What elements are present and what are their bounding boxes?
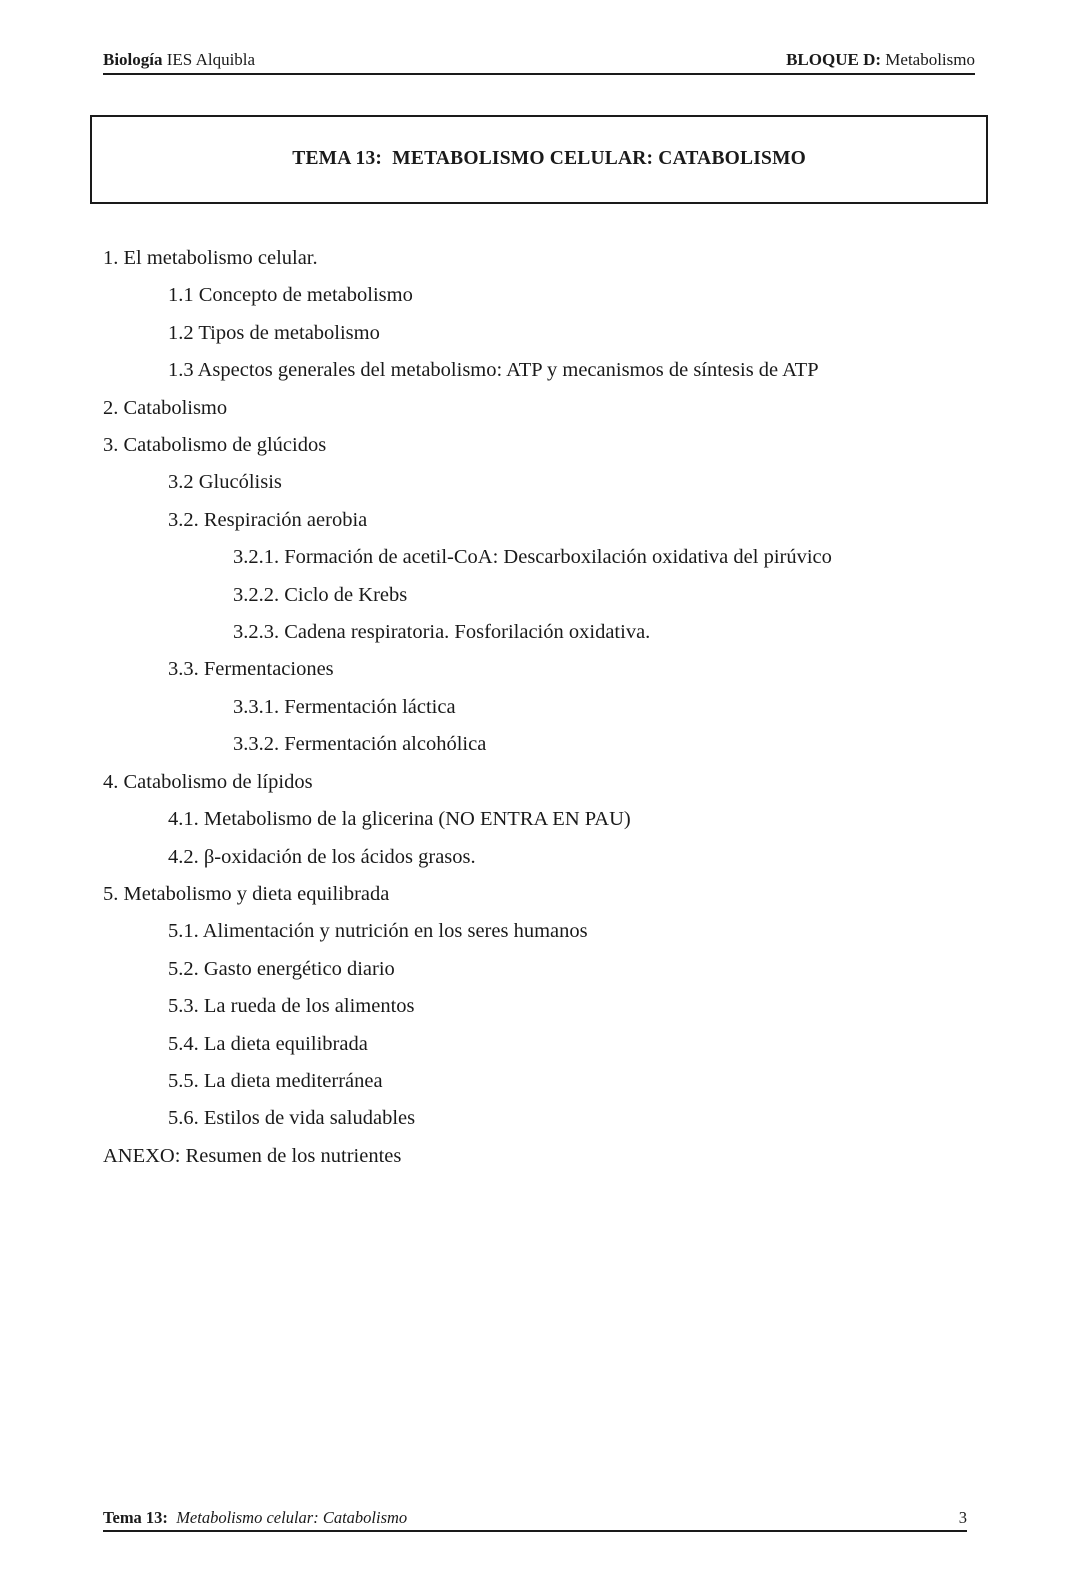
page-header: [103, 50, 975, 75]
toc-item: 5.6. Estilos de vida saludables: [168, 1107, 416, 1130]
header-right-block: BLOQUE D:: [786, 50, 882, 69]
toc-item: 4.2. β-oxidación de los ácidos grasos.: [168, 845, 476, 868]
page-title: TEMA 13: METABOLISMO CELULAR: CATABOLISMO: [292, 148, 807, 169]
toc-item: 5.3. La rueda de los alimentos: [168, 995, 415, 1018]
title-box: [90, 115, 988, 204]
footer-tema-title: Metabolismo celular: Catabolismo: [167, 1508, 408, 1527]
header-right: [786, 50, 975, 69]
toc-item: 5. Metabolismo y dieta equilibrada: [103, 882, 390, 905]
toc-item: 1.1 Concepto de metabolismo: [168, 284, 413, 307]
toc-item: 5.4. La dieta equilibrada: [168, 1032, 368, 1055]
header-left-school: IES Alquibla: [162, 50, 256, 69]
toc-item: 3. Catabolismo de glúcidos: [103, 434, 327, 457]
toc-item: 5.1. Alimentación y nutrición en los seres humanos: [168, 920, 588, 943]
toc-item: 4. Catabolismo de lípidos: [103, 770, 313, 793]
footer-tema-label: Tema 13:: [103, 1508, 168, 1527]
footer-left: [103, 1508, 407, 1527]
toc-item: 5.2. Gasto energético diario: [168, 957, 395, 980]
page-footer: [103, 1508, 967, 1532]
toc-item: 2. Catabolismo: [103, 396, 228, 419]
toc-item: 1.2 Tipos de metabolismo: [168, 321, 380, 344]
header-left: [103, 50, 255, 69]
toc-item: ANEXO: Resumen de los nutrientes: [103, 1144, 402, 1167]
table-of-contents: [0, 240, 1080, 1175]
toc-item: 4.1. Metabolismo de la glicerina (NO ENTRA EN PAU): [168, 808, 631, 831]
toc-item: 3.2.2. Ciclo de Krebs: [233, 583, 408, 606]
document-page: [0, 50, 1080, 1577]
toc-item: 3.2.1. Formación de acetil-CoA: Descarboxilación oxidativa del pirúvico: [233, 546, 832, 569]
toc-item: 3.3.1. Fermentación láctica: [233, 695, 456, 718]
toc-item: 3.2 Glucólisis: [168, 471, 282, 494]
toc-item: 3.2. Respiración aerobia: [168, 508, 368, 531]
toc-item: 5.5. La dieta mediterránea: [168, 1069, 383, 1092]
page-number: 3: [958, 1508, 967, 1527]
header-left-course: Biología: [103, 50, 163, 69]
toc-item: 3.3. Fermentaciones: [168, 658, 334, 681]
toc-item: 1.3 Aspectos generales del metabolismo: ATP y mecanismos de síntesis de ATP: [168, 359, 819, 382]
header-right-topic: Metabolismo: [881, 50, 975, 69]
toc-item: 1. El metabolismo celular.: [103, 247, 318, 269]
toc-item: 3.2.3. Cadena respiratoria. Fosforilación oxidativa.: [233, 621, 651, 644]
toc-item: 3.3.2. Fermentación alcohólica: [233, 733, 487, 756]
